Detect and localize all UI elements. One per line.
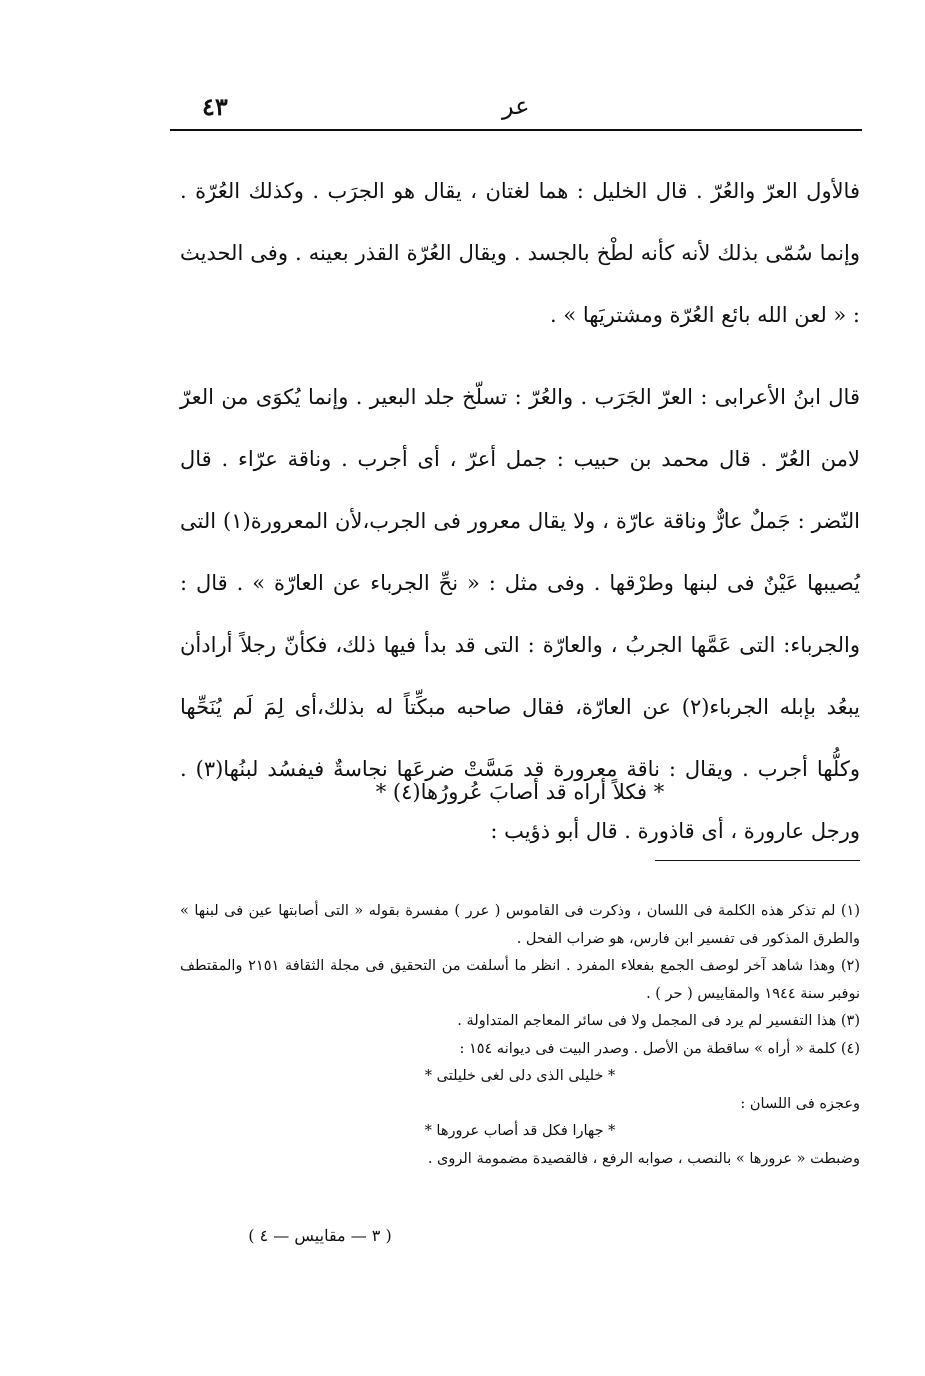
footnote-4: (٤) كلمة « أراه » ساقطة من الأصل . وصدر البيت فى ديوانه ١٥٤ :	[459, 1040, 860, 1057]
page-number: ٤٣	[202, 92, 228, 121]
footnote-4-line-2: وعجزه فى اللسان :	[740, 1095, 860, 1112]
footnote-3: (٣) هذا التفسير لم يرد فى المجمل ولا فى سائر المعاجم المتداولة .	[457, 1013, 860, 1029]
running-head: عر	[502, 92, 530, 120]
paragraph-2: قال ابنُ الأعرابى : العرّ الجَرَب . والعُرّ : تسلّخ جلد البعير . وإنما يُكوَى من العرّ لامن العُرّ . قال محمد بن حبيب : جمل أعرّ ، أى أجرب . وناقة عرّاء . قال النّضر : جَملٌ عارٌّ وناقة عارّة ، ولا يقال معرور فى الجرب،لأن المعرورة(١) التى يُصيبها عَيْنٌ فى لبنها وطرْقها . وفى مثل : « نحِّ الجرباء عن العارّة » . قال : والجرباء: التى عَمَّها الجربُ ، والعارّة : التى قد بدأ فيها ذلك، فكأنّ رجلاً أرادأن يبعُد بإبله الجرباء(٢) عن العارّة، فقال صاحبه مبكِّتاً له بذلك،أى لِمَ لَم يُنَحِّها وكلُّها أجرب . ويقال : ناقة معرورة قد مَسَّتْ ضرعَها نجاسةٌ فيفسُد لبنُها(٣) . ورجل عارورة ، أى قاذورة . قال أبو ذؤيب :	[180, 385, 860, 843]
main-text	[180, 160, 860, 862]
footnote-1: (١) لم تذكر هذه الكلمة فى اللسان ، وذكرت فى القاموس ( عرر ) مفسرة بقوله « التى أصابتها عين فى لبنها » والطرق المذكور فى تفسير ابن فارس، هو ضراب الفحل .	[180, 903, 860, 947]
footnote-4-verse-1: * خليلى الذى دلى لغى خليلتى *	[424, 1068, 616, 1084]
paragraph-1: فالأول العرّ والعُرّ . قال الخليل : هما لغتان ، يقال هو الجرَب . وكذلك العُرّة . وإنما سُمّى بذلك لأنه كأنه لطْخ بالجسد . ويقال العُرّة القذر بعينه . وفى الحديث : « لعن الله بائع العُرّة ومشتريَها » .	[180, 179, 860, 327]
footnote-4-line-3: وضبطت « عرورها » بالنصب ، صوابه الرفع ، فالقصيدة مضمومة الروى .	[427, 1150, 860, 1167]
signature-mark: ( ٣ — مقاييس — ٤ )	[248, 1226, 392, 1245]
footnote-2: (٢) وهذا شاهد آخر لوصف الجمع بفعلاء المفرد . انظر ما أسلفت من التحقيق فى مجلة الثقافة ٢١٥١ والمقتطف نوفبر سنة ١٩٤٤ والمقاييس ( حر ) .	[180, 958, 860, 1002]
verse-line: * فكلاً أراه قد أصابَ عُرورُها(٤) *	[375, 780, 665, 804]
footnotes	[180, 898, 860, 1173]
footnote-rule	[655, 860, 860, 861]
header-rule	[170, 129, 862, 131]
footnote-4-verse-2: * جهارا فكل قد أصاب عرورها *	[424, 1123, 616, 1139]
page-header	[172, 88, 862, 124]
